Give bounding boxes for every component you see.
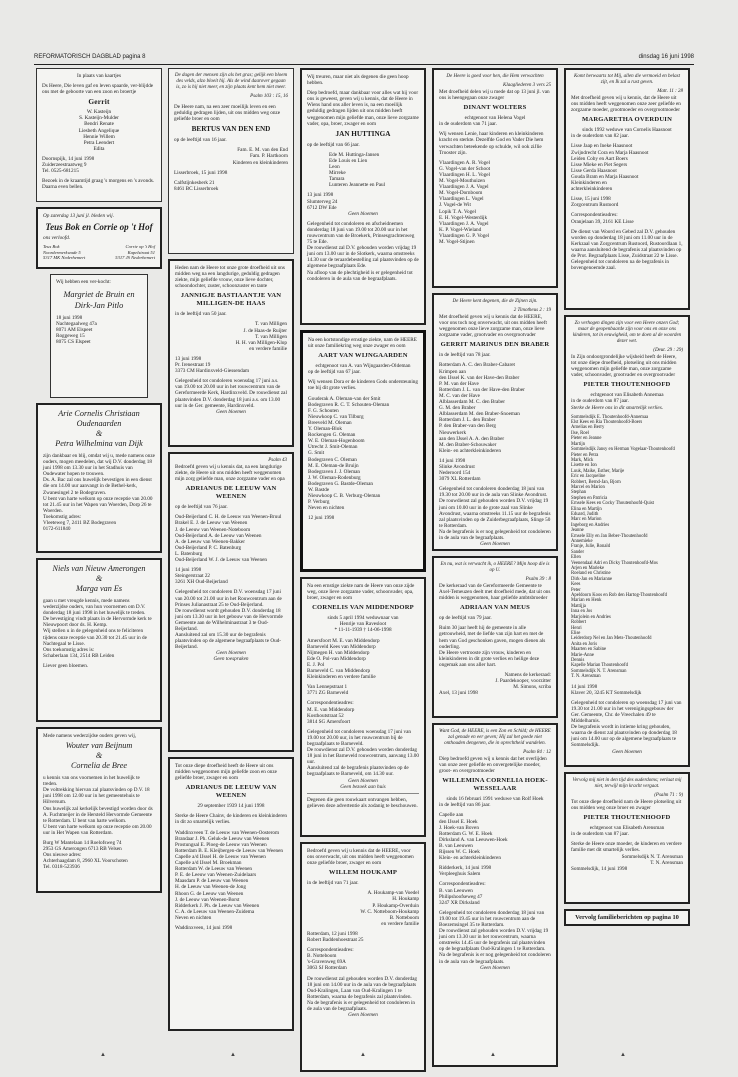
correspondence-address: Correspondentieadres: B. van Leeuwen Philipshoofseweg 47 3247 XR Dirksland [439,881,486,906]
deceased-age: in de ouderdom van 87 jaar. [571,831,629,838]
groom-name: Niels van Nieuw Amerongen [52,564,146,573]
deceased-name: ADRIAAN VAN MEUS [460,604,530,612]
deceased-age: in de ouderdom van 87 jaar. [571,398,629,405]
notice-note: Degenen die geen rouwkaart ontvangen hebben, gelieven deze advertentie als zodanig te beschouwen. [307,796,418,809]
page-header [34,52,694,65]
deceased-name: PIETER THOUTENHOOFD [583,381,671,389]
notice-close: Geen bloemen Geen toespraken [213,650,249,663]
obituary-middendorp [300,577,426,837]
bible-verse: Komt herwaarts tot Mij, allen die vermoeid en belast zijt, en Ik zal u rust geven. [574,74,680,85]
obituary-hoek [432,723,558,1067]
family-names: Sommelsdijk N. T. Arensman T. N. Arensman [621,853,683,866]
bride-name: Petra Wilhelmina van Dijk [55,439,143,448]
obituary-milligen [168,259,294,447]
bible-verse: De Heere kent degenen, die de Zijnen zijn. [452,299,538,304]
notice-intro: Bedroefd geven wij u kennis dat de HEERE, voor ons onverwacht, uit ons midden heeft weggenomen onze geliefde broer, zwager en oom [307,848,414,867]
family-names: Waddinxveen T. de Leeuw van Weenen-Oosterom Brandaar J. Ph. Geluk-de Leeuw van Weenen Prostungsal E. Ploeg-de Leeuw van Weenen Rotterdam B. E. Kleijbergen-de Leeuw van Weenen Capelle a/d IJssel H. de Leeuw van Weenen Capelle a/d IJssel M. Broekman Rotterdam W. de Leeuw van Weenen P. E. de Leeuw van Weenen-Zuidelaars Maasdam P. de Leeuw van Weenen H. de Leeuw van Weenen-de Jong Rhoon G. de Leeuw van Weenen J. de Leeuw van Weenen-Borst Ridderkerk J. Ph. de Leeuw van Weenen C. A. de Leeuw van Weenen-Zuidema Neven en nichten [175,829,284,921]
column-4 [432,68,558,1072]
deceased-age: op de leeftijd van 79 jaar. [439,615,492,622]
notice-body: Gelegenheid tot condoleren donderdag 18 juni van 19.30 tot 20.00 uur in de aula van Slinke Avondrust. De rouwdienst zal gehouden worden D.V. vrijdag 19 juni om 10.00 uur in de grote zaal van Slinke Avondrust, waarna omstreeks 11.15 uur de begrafenis zal plaatsvinden op de Zuiderbegraafplaats, Slinge 50 te Rotterdam. Na de begrafenis is er nog gelegenheid tot condoleren in de aula van de begraafplaats. [439,486,551,541]
paper-title: REFORMATORISCH DAGBLAD pagina 8 [34,54,146,60]
deceased-name: BERTUS VAN DEN END [191,125,271,134]
deceased-age: op de leeftijd van 16 jaar. [174,137,227,144]
notice-intro: Mede namens wederzijdse ouders geven wij, [43,733,137,739]
notice-address: Doornspijk, 14 juni 1998 Zuiderzeestraatweg 9 Tel. 0525-681215 [42,155,95,175]
notice-place: Lisse, 15 juni 1998 Zorgcentrum Rustoord [571,196,619,209]
notice-body: Gelegenheid tot condoleren D.V. woensdag 17 juni van 20.00 tot 21.00 uur in het Rouwcentrum aan de Prinses Julianastraat 25 te Oud-Beijerland. De rouwdienst wordt gehouden D.V. donderdag 18 juni om 13.30 uur in het gebouw van de Hervormde Gemeente aan de Wilhelminastraat 3 te Oud-Beijerland. Aansluitend zal om 15.30 uur de begrafenis plaatsvinden op de algemene begraafplaats te Oud-Beijerland. [175,589,283,651]
verse-ref: Psalm 103 : 15, 16 [250,94,288,99]
notice-body: zijn dankbaar en blij, omdat wij u, mede namens onze ouders, mogen meedelen, dat wij D.V. donderdag 18 juni 1998 om 13.30 uur in het Stadhuis van Oudewater hopen te trouwen. Ds. A. Bac zal ons huwelijk bevestigen in een dienst die om 14.00 uur aanvangt in de Bethel-kerk, Zwanesingel 2 te Bodegraven. U bent van harte welkom op onze receptie van 20.00 tot 21.45 uur in het Wapen van Woerden, Dorp 26 te Woerden. Toekomstig adres: Vleeteweg 7, 2411 BZ Bodegraven 0172-611840 [43,453,155,533]
notice-close: Liever geen bloemen. [43,662,89,669]
family-names: Capelle aan den IJssel E. Hoek J. Hoek-van Boven Rotterdam G. W. E. Hoek Dirksland A. van Leeuwen-Hoek B. van Leeuwen Rijssen W. C. Hoek Klein- en achterkleinkinderen [439,812,508,862]
notice-address: Burg W Mantelaan 14 Roelofsweg 74 2953 GS Amerongen 6713 RB Velsen Ons nieuwe adres: Achterhaagdam 8, 2960 XL Voorschoten Tel. 0318-523936 [43,840,128,871]
deceased-dates: 29 september 1939 14 juni 1998 [197,803,265,810]
arrow-up-icon: ▲ [620,1052,626,1058]
notice-body: Ruim 30 jaar heeft hij de gemeente in alle getrouwheid, met de liefde van zijn hart en met de hem van God geschonken gaven, mogen dienen als ouderling. De Heere vertrooste zijn vrouw, kinderen en kleinkinderen in dit grote verlies en heilige deze ongemak aan ons aller hart. [439,625,546,668]
verse-ref: Psalm 39 : 8 [525,577,551,582]
notice-address: 14 juni 1998 Slinke Avondrust Nederoord 154 3079 XL Rotterdam [439,457,481,483]
verse-ref: 2 Timotheus 2 : 19 [513,308,551,313]
obituary-thoutenhoofd [564,315,690,767]
engagement-notice [36,207,162,269]
notice-close: Geen bloemen Geen bezoek aan huis [340,777,386,790]
notice-body: Gelegenheid tot condoleren woensdag 17 juni a.s. van 19.00 tot 20.00 uur in het rouwcentrum van de Gereformeerde Kerk, Hardinxveld. De rouwdienst zal plaatsvinden D.V. donderdag 18 juni a.s. om 13.00 uur in de Ger. gemeente, Hardinxveld. [175,378,287,409]
arrow-up-icon: ▲ [360,1052,366,1058]
notice-place: 12 juni 1998 [308,515,335,522]
bible-verse: Vervolg mij niet in den tijd des ouderdoms; verlaat mij niet, terwijl mijn kracht vergaat. [572,778,682,789]
column-2 [168,68,294,1036]
page-fold-markers [40,1052,700,1058]
column-1 [36,68,162,898]
obituary-meus [432,556,558,718]
deceased-name: ADRIANUS DE LEEUW VAN WEENEN [185,485,277,501]
notice-note: Bezoek in de kraamtijd graag 's morgens en 's avonds. Daarna even bellen. [42,178,155,191]
obituary-leeuw-2 [168,757,294,1031]
family-names: Amersfoort M. E. van Middendorp Barneveld Kees van Middendorp Nijmegen H. van Middendorp Ede O. Pol-van Middendorp E. J. Pol Barneveld C. van Middendorp Kleinkinderen en verdere familie [307,637,380,681]
page-date: dinsdag 16 juni 1998 [638,54,694,60]
address-right: Corrie op 't Hof Kapelstraat 51 5317 JS Nederhemert [115,244,155,260]
notice-close: Geen bloemen [216,408,246,415]
notice-sub: Sterke de Heere Chainv, de kinderen en kleinkinderen in dit zo smartelijk verlies. [175,813,288,826]
family-names: W. Kasteijn S. Kasteijn-Mulder Bendri Renate Liesbeth Angelique Hennie Willem Petra Leendert Edita [78,109,120,152]
notice-close: Geen bloemen [348,1012,378,1019]
notice-place: Ridderkerk, 14 juni 1998 Verpleeghuis Salem [439,865,492,878]
obituary-houkamp [300,842,426,1072]
notice-address: Rotterdam, 12 juni 1998 Robert Baddenhoestraat 25 [307,930,364,944]
deceased-name: ADRIANUS DE LEEUW VAN WEENEN [185,784,277,800]
notice-intro: Tot onze diepe droefheid nam de Heere plotseling uit ons midden weg onze broer en zwager [571,799,682,812]
continued-notice: Vervolg familieberichten op pagina 10 [564,909,690,926]
bible-verse: De dagen der mensen zijn als het gras; gelijk een bloem des velds, alzo bloeit hij. Als de wind daarover gegaan is, zo is hij niet meer, en zijn plaats kent hem niet meer. [174,73,288,90]
notice-intro: Op zaterdag 13 juni jl. bleden wij. [43,213,114,219]
family-names: A. Houkamp-van Voedel H. Houkamp P. Houkamp-Overduin W. C. Notteboom-Houkamp B. Notteboom en verdere familie [360,890,419,927]
obituary-wolters [432,68,558,288]
family-names: Gouderak A. Oleman-van der Smit Bodegraven R. C. T. Schouten-Oleman F. G. Schouten Nieuwkoop C. van Tilburg Breeveld M. Oleman Y. Oleman-Blok Rockengen G. Oleman W. E. Oleman-Hogenboom Utrecht J. Smit-Oleman G. Smit Bodegraven C. Oleman M. E. Oleman-de Bruijn Bodegraven J. J. Oleman J. W. Oleman-Rodenburg Bodegraven G. Bastde-Oleman W. Bastde Nieuwkoop C. B. Verburg-Oleman P. Verburg Neven en nichten [308,395,390,512]
notice-intro: Diep bedroefd geven wij u kennis dat het overlijden van onze zeer geliefde en onvergetelijke moeder, groot- en overgrootmoeder [439,756,547,775]
deceased-age: op de leeftijd van 76 jaar. [175,504,228,511]
bride-name: Marga van Es [75,584,123,593]
deceased-name: JANNIGJE BASTIAANTJE VAN MILLIGEN-DE HAAS [180,292,282,308]
notice-intro: Na een ernstige ziekte nam de Heere van onze zijde weg, onze lieve zorgzame vader, schoonvader, opa, broer, zwager en oom [307,583,415,602]
notice-intro: De kerkeraad van de Gereformeerde Gemeente te Axel-Temeuzen deelt met droefheid mede, dat uit ons midden is weggenomen, haar geliefde ambtsbroeder [439,583,551,602]
notice-intro: Na een kortstondige ernstige ziekte, nam de HEERE uit onze familiekring weg onze zwager en oom [308,337,417,350]
bible-verse: De Heere is goed voor hen, die Hem verwachten [446,74,544,79]
wedding-notice-3: Mede namens wederzijdse ouders geven wij, Wouter van Beijnum & Cornelia de Bree u kennis van ons voornemen in het huwelijk te treden. De voltrekking hiervan zal plaatsvinden op D.V. 18 juni 1998 om 12.00 uur in het gemeentehuis te Hilversum. Ons huwelijk zal kerkelijk bevestigd worden door ds A. Fuchtmeijer in de Hersteld Hervormde Gemeente te Rotterdam. U bent van harte welkom. U bent van harte welkom op onze receptie om 20.00 uur in Het Wapen van Rotterdam. Burg W Mantelaan 14 Roelofsweg 74 2953 GS Amerongen 6713 RB Velsen Ons nieuwe adres: Achterhaagdam 8, 2960 XL Voorschoten Tel. 0318-523936 [36,727,162,893]
correspondence-address: Correspondentieadres: Oranjelaan 39, 2161 KE Lisse [571,212,634,225]
family-names: Sommelsdijk E. Thoutenhoofd-Annemaa Elst Kees en Ria Thoutenhoofd-Boers Arnelias en Berry Ilse, Roel Pieter en Jeanne Martijn Sommelsdijk Jansy en Herman Vogelaar-Thoutenhoofd Pieter en Petra Mark, Mick Lisette en Ion Luuk, Maike, Esther, Marije Eric en Jacqueline Robbert, Bernd-Jan, Bjorn Marcel en Marion Stephan Stephen en Patricia Ernsele Kees en Cocky Thoutenhoofd-Quist Elina en Martijn Eduard, Judith Marc en Marion Ingeborg en Andries Jeanne Ernsele Elly en Jan Beber-Thoutenhoofd Annemieke Franje, Julie, Ronald Sander Ellen Veenendaal Adri en Dicky Thoutenhoofd-Mos Arjen en Marieke Roeland en Christine Dirk-Jan en Marianne Kees Peter Apeldoorn Koos en Rob den Hartog-Thoutenhoofd Marian en Henk Mattijja Inna en Jos Marjolein en Andries Robbert Henri Elise Leiderdorp Nel en Jan Mets-Thoutenhoofd Anita en Joris Maarten en Sabine Marie-Anne Dennis Kapelle Marian Thoutenhoofd Sommelsdijk N. T. Arensman T. N. Arensman [571,414,675,680]
family-names: Lisse Jaap en Ineke Haasnoot Zwijndrecht Cora en Marja Haasnoot Leiden Coby en Aart Boers Lisse Mieke en Piet Segers Lisse Gerda Haasnoot Gouda Bram en Marja Haasnoot Kleinkinderen en achterkleinkinderen [571,143,649,193]
notice-place: Sommelsdijk, 14 juni 1998 [571,865,628,872]
notice-close: Geen bloemen [480,541,510,548]
notice-intro: Met droefheid geven wij u kennis dat de HEERE, voor ons toch nog onverwacht, uit ons midden heeft weggenomen onze lieve zorgzame man, onze lieve zorgzame vader, grootvader en overgrootvader [439,314,547,339]
verse-ref: Psalm 43 [268,458,287,463]
verse-ref: Psalm 84 : 12 [523,750,551,755]
notice-intro: In Zijn ondoorgrondelijke wijsheid heeft de Heere, tot onze diepe droefheid, plotseling uit ons midden weggenomen mijn geliefde man, onze zorgzame vader, schoonvader, grootvader en overgrootvader [571,354,677,379]
correspondence-address: Correspondentieadres: B. Notteboom 's-Gravenweg 69A 3063 SJ Rotterdam [307,947,354,972]
bride-name: Cornelia de Bree [70,761,128,771]
verse-ref: Klaagliederen 3 vers 25 [502,83,551,88]
notice-sub: Sterke de Heere ons in dit smartelijk verlies. [571,404,664,411]
notice-intro: Heden nam de Heere tot onze grote droefheid uit ons midden weg na een langdurige, geduldig gedragen ziekte, mijn geliefde vrouw, onze lieve dochter, schoondochter, zuster, schoonzuster en tante [175,265,285,290]
notice-body: u kennis van ons voornemen in het huwelijk te treden. De voltrekking hiervan zal plaatsvinden op D.V. 18 juni 1998 om 12.00 uur in het gemeentehuis te Hilversum. Ons huwelijk zal kerkelijk bevestigd worden door ds A. Fuchtmeijer in de Hersteld Hervormde Gemeente te Rotterdam. U bent van harte welkom. U bent van harte welkom op onze receptie om 20.00 uur in Het Wapen van Rotterdam. [43,775,153,836]
family-names: Oud-Beijerland C. H. de Leeuw van Weenen-Bruul Brakel E. J. de Leeuw van Weenen J. de Leeuw van Weenen-Noteboom Oud-Beijerland A. de Leeuw van Weenen A. de Leeuw van Weenen-Bakker Oud-Beijerland P. C. Batenburg L. Batenburg Oud-Beijerland W. J. de Leeuw van Weenen [175,514,282,564]
signatories: Namens de kerkeraad: J. Paardekooper, voorzitter M. Simons, scriba [495,672,551,691]
verse-ref: (Psalm 71 : 9) [654,793,683,798]
widow-of: sinds 16 februari 1991 weduwe van Rolf Hoek [446,796,544,803]
couple-names: Margriet de Bruin en Dirk-Jan Pitlo [63,290,135,311]
notice-body: Diep bedroefd, maar dankbaar voor alles wat hij voor ons is geweest, geven wij u kennis, dat de Heere in Wiens hand ons aller leven is, na een moeilijk geduldig gedragen lijden uit ons midden heeft weggenomen mijn geliefde man, onze lieve zorgzame vader, opa, broer, zwager en oom [307,90,419,127]
correspondence-address: Correspondentieadres: M. E. van Middendorp Kosthoutstraat 52 3814 SG Amersfoort [307,700,355,725]
deceased-name: WILLEMINA CORNELIA HOEK-WESSELAAR [442,777,548,793]
notice-close: Geen bloemen [348,210,378,217]
column-3 [300,68,426,1077]
notice-place: Lisserbroek, 15 juni 1998 [174,169,228,176]
notice-intro: Met droefheid delen wij u mede dat op 13 juni jl. van ons is heengegaan onze zwager [439,89,550,102]
deceased-age: in de ouderdom van 82 jaar. [571,133,629,140]
notice-intro: Met droefheid geven wij u kennis, dat de Heere uit ons midden heeft weggenomen onze zeer geliefde en zorgzame moeder, grootmoeder en overgrootmoeder [571,95,681,114]
notice-body: De rouwdienst zal gehouden worden D.V. donderdag 18 juni om 14.00 uur in de aula van de begraafplaats Oud-Kralingen, Laan van Oud-Kralingen 1 te Rotterdam, waarna de begrafenis zal plaatsvinden. Na de begrafenis is er gelegenheid tot condoleren in de aula van de begraafplaats. [307,975,417,1012]
deceased-spouse: echtgenoot van Elisabeth Arensman [589,825,665,832]
bible-verse: Zo verhogen dingen zijn voor een Heere onzen God; maar de geopenbaarde zijn voor ons en onze ons kinderen, tot in eeuwigheid, om te doen al de woorden dezer wet. [572,321,682,344]
notice-intro: Ds Heere, Die leven gaf en leven spaarde, ver-blijdde ons met de geboorte van een zoon en broertje [42,83,154,96]
arrow-up-icon: ▲ [100,1052,106,1058]
verse-ref: (Deut. 29 : 29) [653,348,683,353]
notice-sub: Sterke de Heere onze moeder, de kinderen en verdere familie met dit smartelijk verlies. [571,841,682,854]
notice-sub: Wij wensen Dora er de kinderen Gods ondersteuning toe bij dit grote verlies. [308,379,418,392]
notice-address: 14 juni 1998 Steingerstraat 22 3261 XH Oud-Beijerland [175,567,228,586]
obituary-wijngaarden [300,330,426,572]
deceased-name: AART VAN WIJNGAARDEN [318,352,408,360]
deceased-age: in de leeftijd van 78 jaar. [439,352,491,359]
notice-sub: ons verloofd. [43,235,71,242]
notice-address: Van Lennepstraat 1 3771 ZG Barneveld [307,684,349,697]
notice-body: Gelegenheid tot condoleren donderdag 18 juni van 19.00 tot 19.45 uur in het rouwcentrum aan de Boezemsingel 35 te Rotterdam. De rouwdienst zal gehouden worden D.V. vrijdag 19 juni om 13.30 uur in het rouwcentrum, waarna omstreeks 14.45 uur de begrafenis zal plaatsvinden op de begraafplaats Oud-Kralingen 1 te Rotterdam. Na de begrafenis is er nog gelegenheid tot condoleren in de aula van de begraafplaats. [439,909,551,965]
deceased-age: op de leeftijd van 67 jaar. [308,369,361,376]
notice-address: Calfstijnkesberk 21 8461 BC Lisserbroek [174,179,219,192]
notice-intro: Tot onze diepe droefheid heeft de Heere uit ons midden weggenomen mijn geliefde zoon en onze geliefde broer, zwager en oom [175,763,277,782]
deceased-name: DINANT WOLTERS [463,104,527,112]
column-5 [564,68,690,926]
baby-name: Gerrit [88,97,110,107]
notice-body: Gelegenheid tot condoleren woensdag 17 juni van 19.00 tot 20.00 uur, in het rouwcentrum bij de begraafplaats te Barneveld. De rouwdienst zal D.V. gehouden worden donderdag 18 juni in het Barneveld rouwcentrum, aanvang 13.00 uur. Aansluitend zal de begrafenis plaatsvinden op de begraafplaats te Barneveld, om 14.30 uur. [307,728,419,778]
notice-close: Geen bloemen [612,748,642,755]
deceased-name: JAN HUTTINGA [335,129,391,138]
deceased-name: MARGARETHA OVERDUIN [581,116,673,124]
family-names: T. van Milligen J. de Haas-de Ruijter T. van Milligen H. H. van Milligen-Klop en verdere familie [235,321,287,352]
notice-intro: Wij treuren, maar niet als degenen die geen hoop hebben. [307,74,409,87]
notice-heading: In plaats van kaartjes [77,73,121,79]
obituary-leeuw [168,452,294,752]
notice-sub: Wij wensen Lenie, haar kinderen en kleinkinderen kracht en sterkte. Dezelfde God en Vader Die hem verwachten beteekende op schulde, wil ook ziJlie Trooster zijn. [439,131,544,156]
family-names: Ede M. Huttinga-Jansen Ede Louis en Lien Leon Mirreke Tamara Lunteren Jeannette en Paul [329,151,386,189]
deceased-name: PIETER THOUTENHOOFD [583,814,671,822]
notice-body: De dienst van Woord en Gebed zal D.V. gehouden worden op donderdag 18 juni om 11.00 uur in de Kerkzaal van Zorgcentrum Rustoord, Rustoordlaan 1, waarna aansluitend de begrafenis zal plaatsvinden op de Prot. Begraafplaats Lisse, Zuidstraat 22 te Lisse. Gelegenheid tot condoleren na de begrafenis in bovengenoemde zaal. [571,228,683,272]
deceased-age: in de leeftijd van 86 jaar. [439,802,491,809]
deceased-spouse: echtgenoot van A. van Wijngaarden-Oldeman [315,363,411,370]
notice-address: 13 juni 1998 Pr. Irenestraat 19 3373 CM Hardinxveld-Giessendam [175,355,250,375]
widower-of: sinds 5 april 1994 weduwnaar van Henrije van Ravesloot [327,615,399,628]
wedding-notice: Arie Cornelis Christiaan Oudenaarden & Petra Wilhelmina van Dijk zijn dankbaar en blij, omdat wij u, mede namens onze ouders, mogen meedelen, dat wij D.V. donderdag 18 juni 1998 om 13.30 uur in het Stadhuis van Oudewater hopen te trouwen. Ds. A. Bac zal ons huwelijk bevestigen in een dienst die om 14.00 uur aanvangt in de Bethel-kerk, Zwanesingel 2 te Bodegraven. U bent van harte welkom op onze receptie van 20.00 tot 21.45 uur in het Wapen van Woerden, Dorp 26 te Woerden. Toekomstig adres: Vleeteweg 7, 2411 BZ Bodegraven 0172-611840 [36,403,162,553]
notice-body: Gelegenheid tot condoleren op woensdag 17 juni van 19.30 tot 21.00 uur in het verenigingsgebouw der Ger. Gemeente, Chr. de Vreechalen 49 te Middelharnis. De begrafenis wordt in intieme kring gehouden, waarna de dienst zal plaatsvinden op donderdag 18 juni om 14.00 uur op de algemene begraafplaats te Sommelsdijk. [571,699,682,749]
verse-ref: Matt. 11 : 28 [657,89,683,94]
notice-address: 14 juni 1998 Klaver 20, 3245 KT Sommelsdijk [571,683,642,696]
notice-intro: Bedroefd geven wij u kennis dat, na een langdurige ziekte, de Heere uit ons midden heeft weggenomen mijn zorg geliefde man, onze zorgzame vader en opa [175,464,285,483]
widow-of: sinds 1992 weduwe van Cornelis Haasnoot [582,127,672,134]
deceased-age: in de leeftijd van 71 jaar. [307,880,359,887]
deceased-name: WILLEM HOUKAMP [328,869,398,877]
obituary-overduin [564,68,690,310]
deceased-name: CORNELIS VAN MIDDENDORP [312,604,414,612]
engagement-notice-2 [50,274,148,398]
deceased-spouse: echtgenoot van Helena Vogel [464,115,526,122]
obituary-end [168,68,294,254]
arrow-up-icon: ▲ [490,1052,496,1058]
notice-body-2: Gelegenheid tot condoleren en afscheidnemen donderdag 18 juni van 19.00 tot 20.00 uur in het rouwcentrum van de Broekerk, Prinsesgrachtenweg 75 te Ede. De rouwdienst zal D.V. gehouden worden vrijdag 19 juni om 13.00 uur in de Slotkerk, waarna omstreeks 14.30 uur de teraardebestelling zal plaatsvinden op de algemene begraafplaats Ede. Na afloop van de plechtigheid is er gelegenheid tot condoleren in de aula van de begraafplaats. [307,220,419,282]
notice-intro: Wij hebben een ver-kocht: [56,279,111,285]
deceased-name: GERRIT MARINUS DEN BRABER [440,341,550,349]
deceased-age: op de leeftijd van 66 jaar. [307,141,360,148]
notice-address: 13 juni 1998 Slumterveg 24 6712 DW Ede [307,192,338,211]
notice-close: Geen bloemen [480,964,510,971]
notice-address: 18 juni 1998 Nachtegaalweg 47a 8071 AM Elspeet Roggeweg 15 8075 CS Elspeet [56,315,97,346]
arrow-up-icon: ▲ [230,1052,236,1058]
address-left: Teus Bok Noordermerkwade 5 5317 MK Nederhemert [43,244,86,260]
birth-notice [36,68,162,202]
notice-intro: De Heere nam, na een zeer moeilijk leven en een geduldig gedragen lijden, uit ons midden weg onze geliefde broer en oom [174,104,281,123]
obituary-thoutenhoofd-2 [564,772,690,904]
family-names: Fam. E. M. van den End Fam. P. Hartkoorn Kinderen en kleinkinderen [232,147,288,166]
bible-verse: En nu, wat is verwacht ik, o HEERE? Mijn hoop die is op U. [440,562,550,573]
bible-verse: Want God, de HEERE, is een Zon en Schild; de HEERE zal genade en eer geven; Hij zal het goede niet onthouden dengenen, die in oprechtheid wandelen. [439,729,551,746]
groom-name: Wouter van Beijnum [65,741,133,751]
notice-place: Waddinxveen, 14 juni 1998 [175,924,233,931]
obituary-braber [432,293,558,551]
deceased-dates: * 11-11-1939 † 14-06-1998 [334,627,392,634]
wedding-notice-2: Niels van Nieuw Amerongen & Marga van Es gaan u met vreugde kennis, mede namens wederzijdse ouders, van hun voornemen om D.V. donderdag 18 juni 1998 in het huwelijk te treden. De bevestiging vindt plaats in de Hervormde kerk te Nieuwpoort door ds. H. Kemp. Wij stellen u in de gelegenheid ons te feliciteren tijdens onze receptie van 20.30 tot 21.45 uur in de Nachtegaal te Lisse. Ons toekomstig adres is: Schaberlaan 134, 2514 RB Leiden Liever geen bloemen. [36,558,162,722]
couple-names: Teus Bok en Corrie op 't Hof [45,222,153,233]
deceased-spouse: echtgenoot van Elisabeth Annemaa [590,392,664,399]
groom-name: Arie Cornelis Christiaan Oudenaarden [58,409,140,428]
deceased-age: in de leeftijd van 50 jaar. [175,311,227,318]
notice-place: Axel, 13 juni 1998 [439,690,478,697]
family-names: Rotterdam A. C. den Braber-Cabaret Krimpen aan den IJssel K. van der Have-den Braber P. M. van der Have Rotterdam J. L. van der Have-den Braber M. C. van der Have Alblasserdam M. C. den Braber G. M. den Braber Alblasserdam M. den Braber-Snoeman Rotterdam J. L. den Braber P. den Braber-van den Berg Nieuwerkerk aan den IJssel A. A. den Braber M. den Braber-Schouwaker Klein- en achterkleinkinderen [439,362,525,454]
deceased-age: in de ouderdom van 71 jaar. [439,121,497,128]
notice-body: gaan u met vreugde kennis, mede namens wederzijdse ouders, van hun voornemen om D.V. donderdag 18 juni 1998 in het huwelijk te treden. De bevestiging vindt plaats in de Hervormde kerk te Nieuwpoort door ds. H. Kemp. Wij stellen u in de gelegenheid ons te feliciteren tijdens onze receptie van 20.30 tot 21.45 uur in de Nachtegaal te Lisse. Ons toekomstig adres is: Schaberlaan 134, 2514 RB Leiden [43,598,152,659]
obituary-huttinga [300,68,426,325]
family-names: Vlaardingen A. R. Vogel G. Vogel-van der Schoot Vlaardingen H. L. Vogel M. Vogel-Mouthuizen Vlaardingen J. A. Vogel M. Vogel-Dornboom Vlaardingen L. Vogel J. Vogel-de Wit Lopik T. A. Vogel E. H. Vogel-Westerdijk Vlaardingen J. A. Vogel K. P. Vogel-Wieland Vlaardingen G. P. Vogel M. Vogel-Stijnen [439,159,491,245]
